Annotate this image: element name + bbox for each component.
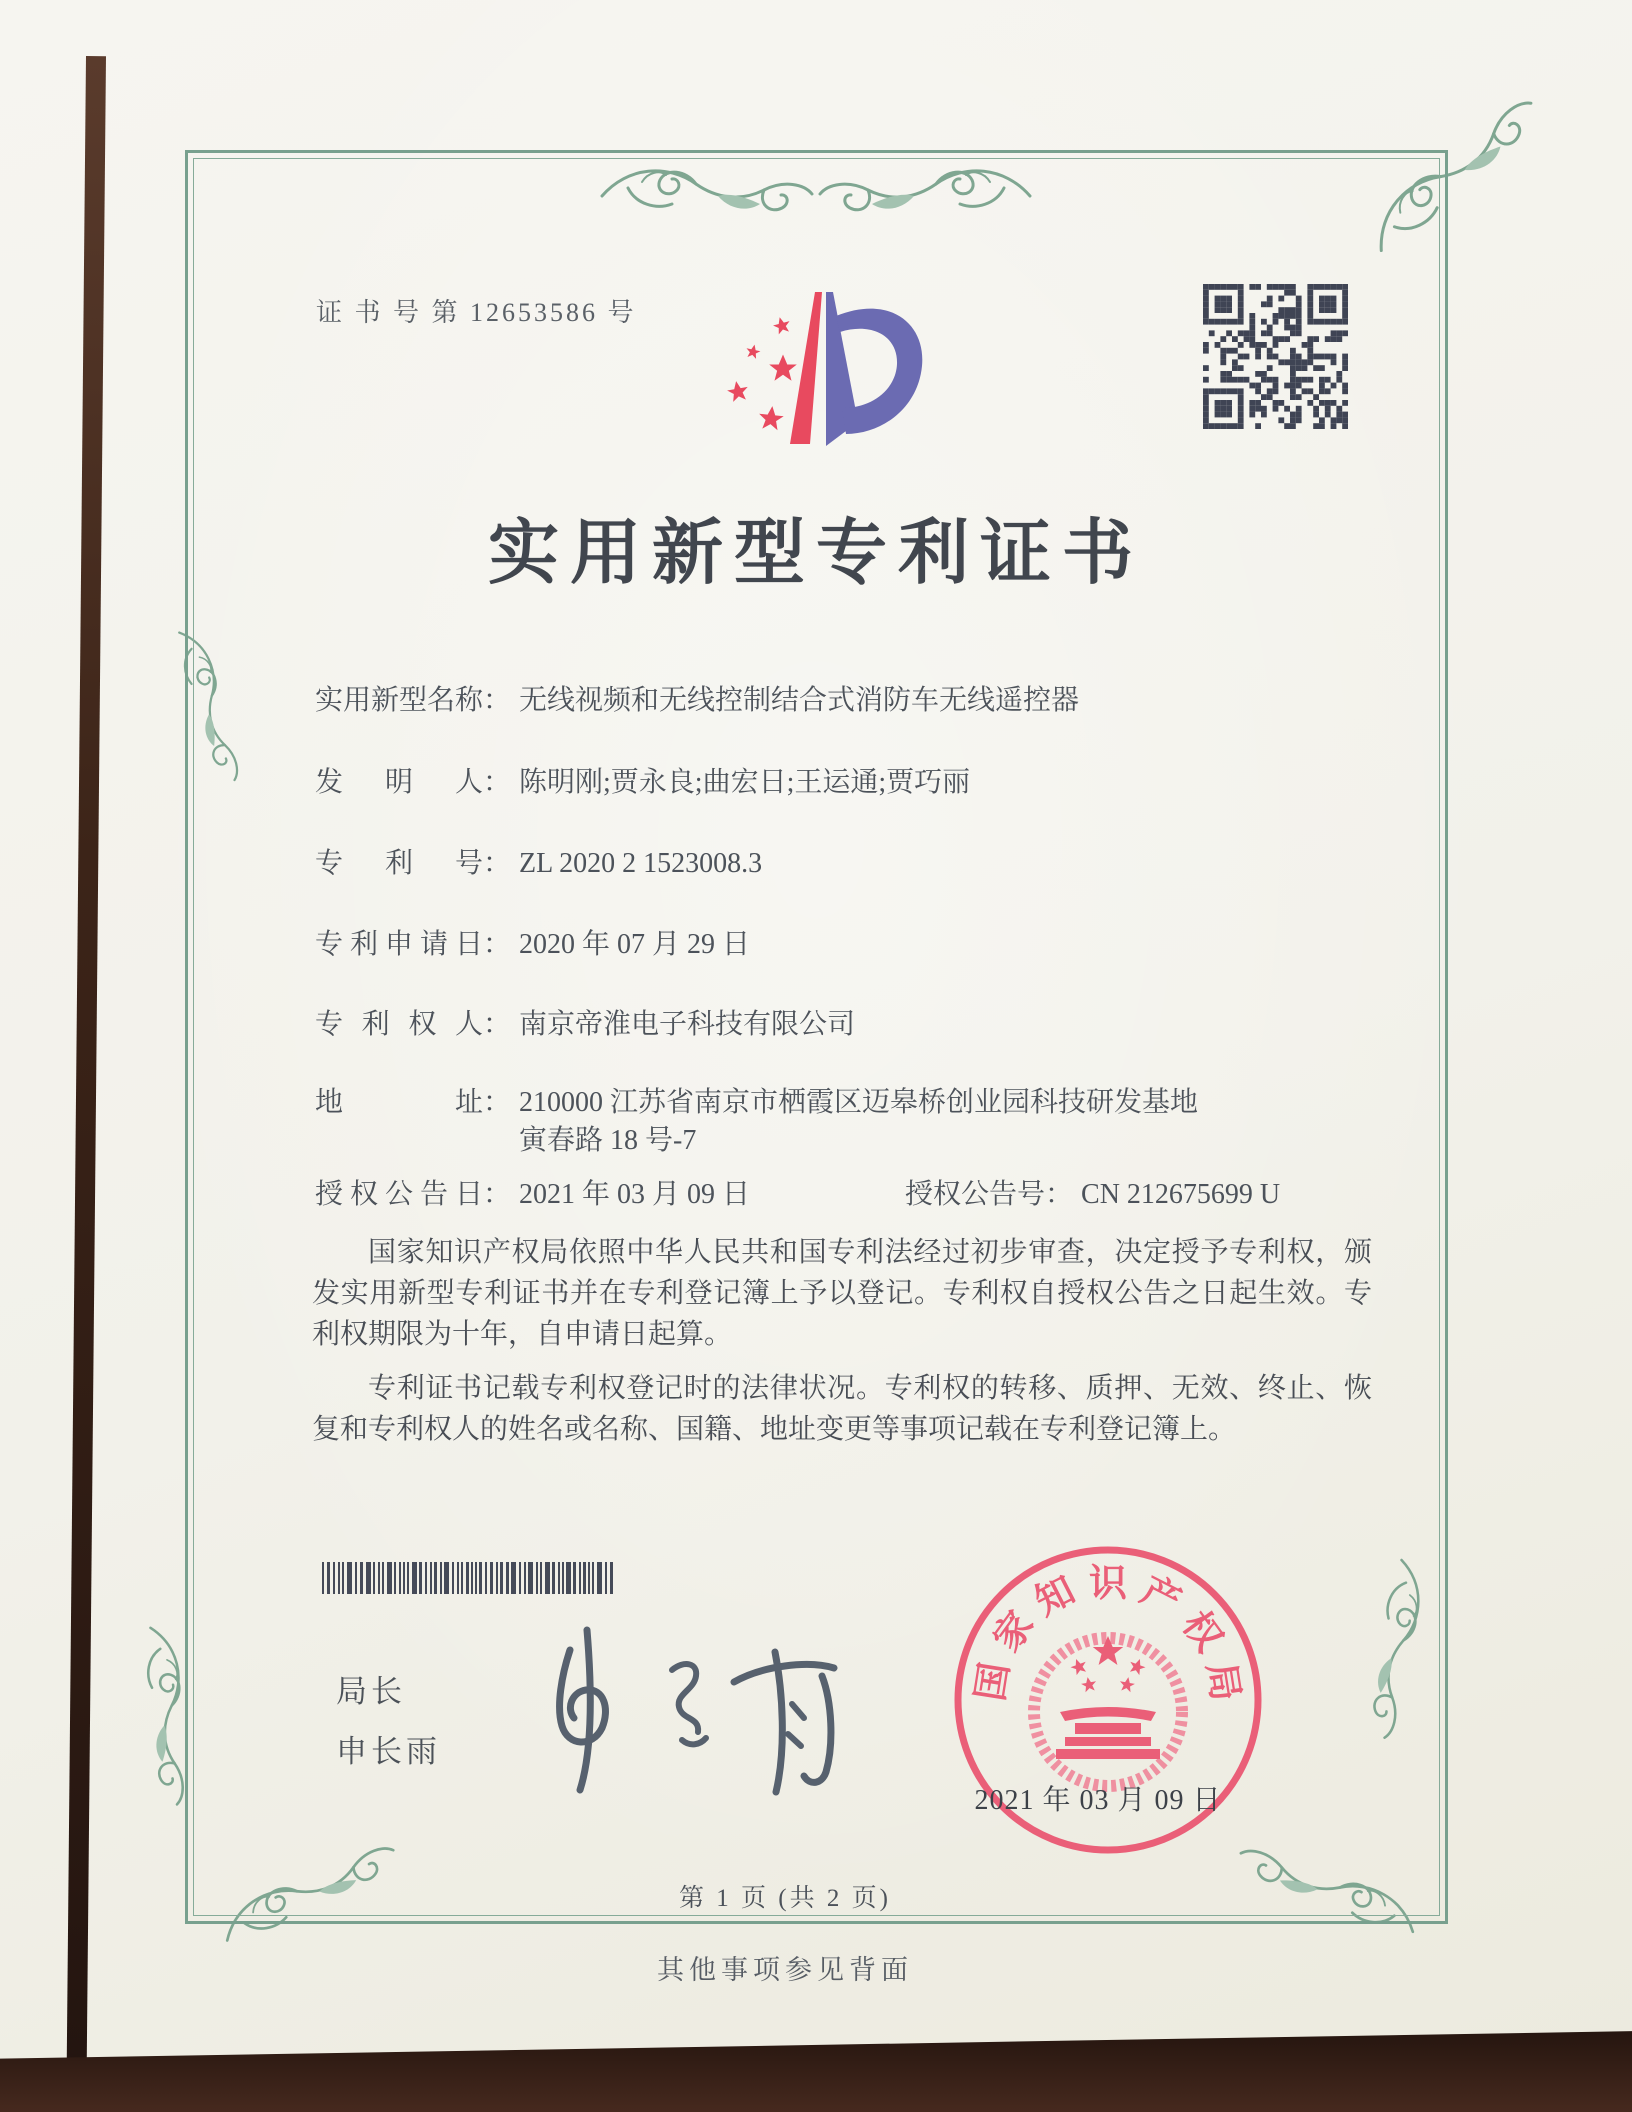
- svg-text:知: 知: [1028, 1569, 1082, 1624]
- cnipa-logo-icon: [698, 276, 950, 482]
- legal-text: [312, 1232, 1372, 1450]
- field-patentee: 专利权人： 南京帝淮电子科技有限公司: [315, 1002, 855, 1042]
- director-title: 局长: [336, 1674, 406, 1709]
- page-number: 第 1 页 (共 2 页): [679, 1885, 891, 1912]
- field-label: 授权公告日: [315, 1179, 483, 1210]
- field-grant-row: 授权公告日： 2021 年 03 月 09 日 授权公告号： CN 212675699 U: [315, 1172, 750, 1212]
- field-value: 陈明刚;贾永良;曲宏日;王运通;贾巧丽: [519, 767, 971, 798]
- svg-text:识: 识: [1088, 1563, 1128, 1605]
- field-address-line2: 寅春路 18 号-7: [519, 1125, 697, 1156]
- qr-code: [1203, 284, 1348, 429]
- photo-left-edge: [67, 56, 106, 2062]
- field-value: 2021 年 03 月 09 日: [519, 1179, 751, 1210]
- field-address: 地址： 210000 江苏省南京市栖霞区迈皋桥创业园科技研发基地: [315, 1080, 1198, 1120]
- field-value: 南京帝淮电子科技有限公司: [519, 1009, 856, 1040]
- field-value-line1: 210000 江苏省南京市栖霞区迈皋桥创业园科技研发基地: [519, 1087, 1199, 1118]
- field-label: 专利申请日: [315, 929, 483, 960]
- svg-text:产: 产: [1134, 1569, 1188, 1624]
- barcode: [322, 1562, 620, 1594]
- field-filing-date: 专利申请日： 2020 年 07 月 29 日: [315, 922, 750, 962]
- svg-text:家: 家: [985, 1604, 1043, 1660]
- field-value: 2020 年 07 月 29 日: [519, 929, 751, 960]
- seal-date: 2021 年 03 月 09 日: [974, 1785, 1222, 1816]
- field-label: 发明人: [315, 767, 483, 798]
- svg-text:权: 权: [1173, 1604, 1231, 1660]
- certificate-title: 实用新型专利证书: [487, 515, 1144, 593]
- field-grant-number: 授权公告号： CN 212675699 U: [905, 1179, 1281, 1210]
- director-name: 申长雨: [336, 1734, 441, 1769]
- field-label: 实用新型名称: [315, 685, 484, 716]
- certificate-number: 证 书 号 第 12653586 号: [316, 298, 637, 327]
- field-inventors: 发明人： 陈明刚;贾永良;曲宏日;王运通;贾巧丽: [315, 760, 970, 800]
- svg-text:国: 国: [969, 1659, 1018, 1704]
- legal-paragraph-2: 专利证书记载专利权登记时的法律状况。专利权的转移、质押、无效、终止、恢复和专利权人的姓名或名称、国籍、地址变更等事项记载在专利登记簿上。: [312, 1373, 1372, 1445]
- photo-bottom-edge: [0, 2026, 1632, 2112]
- back-side-note: 其他事项参见背面: [657, 1955, 913, 1985]
- svg-text:局: 局: [1198, 1659, 1247, 1704]
- field-patent-number: 专利号： ZL 2020 2 1523008.3: [315, 841, 762, 881]
- field-label: 专利权人: [315, 1009, 483, 1040]
- field-value: ZL 2020 2 1523008.3: [519, 848, 763, 879]
- field-label: 地址: [315, 1087, 483, 1118]
- field-label: 授权公告号: [905, 1179, 1046, 1210]
- field-utility-model-name: 实用新型名称： 无线视频和无线控制结合式消防车无线遥控器: [315, 678, 1079, 718]
- legal-paragraph-1: 国家知识产权局依照中华人民共和国专利法经过初步审查，决定授予专利权，颁发实用新型专利证书并在专利登记簿上予以登记。专利权自授权公告之日起生效。专利权期限为十年，自申请日起算。: [312, 1237, 1372, 1350]
- director-signature: [492, 1608, 852, 1798]
- field-label: 专利号: [315, 848, 483, 879]
- field-value: CN 212675699 U: [1081, 1179, 1281, 1210]
- field-value: 无线视频和无线控制结合式消防车无线遥控器: [519, 685, 1080, 716]
